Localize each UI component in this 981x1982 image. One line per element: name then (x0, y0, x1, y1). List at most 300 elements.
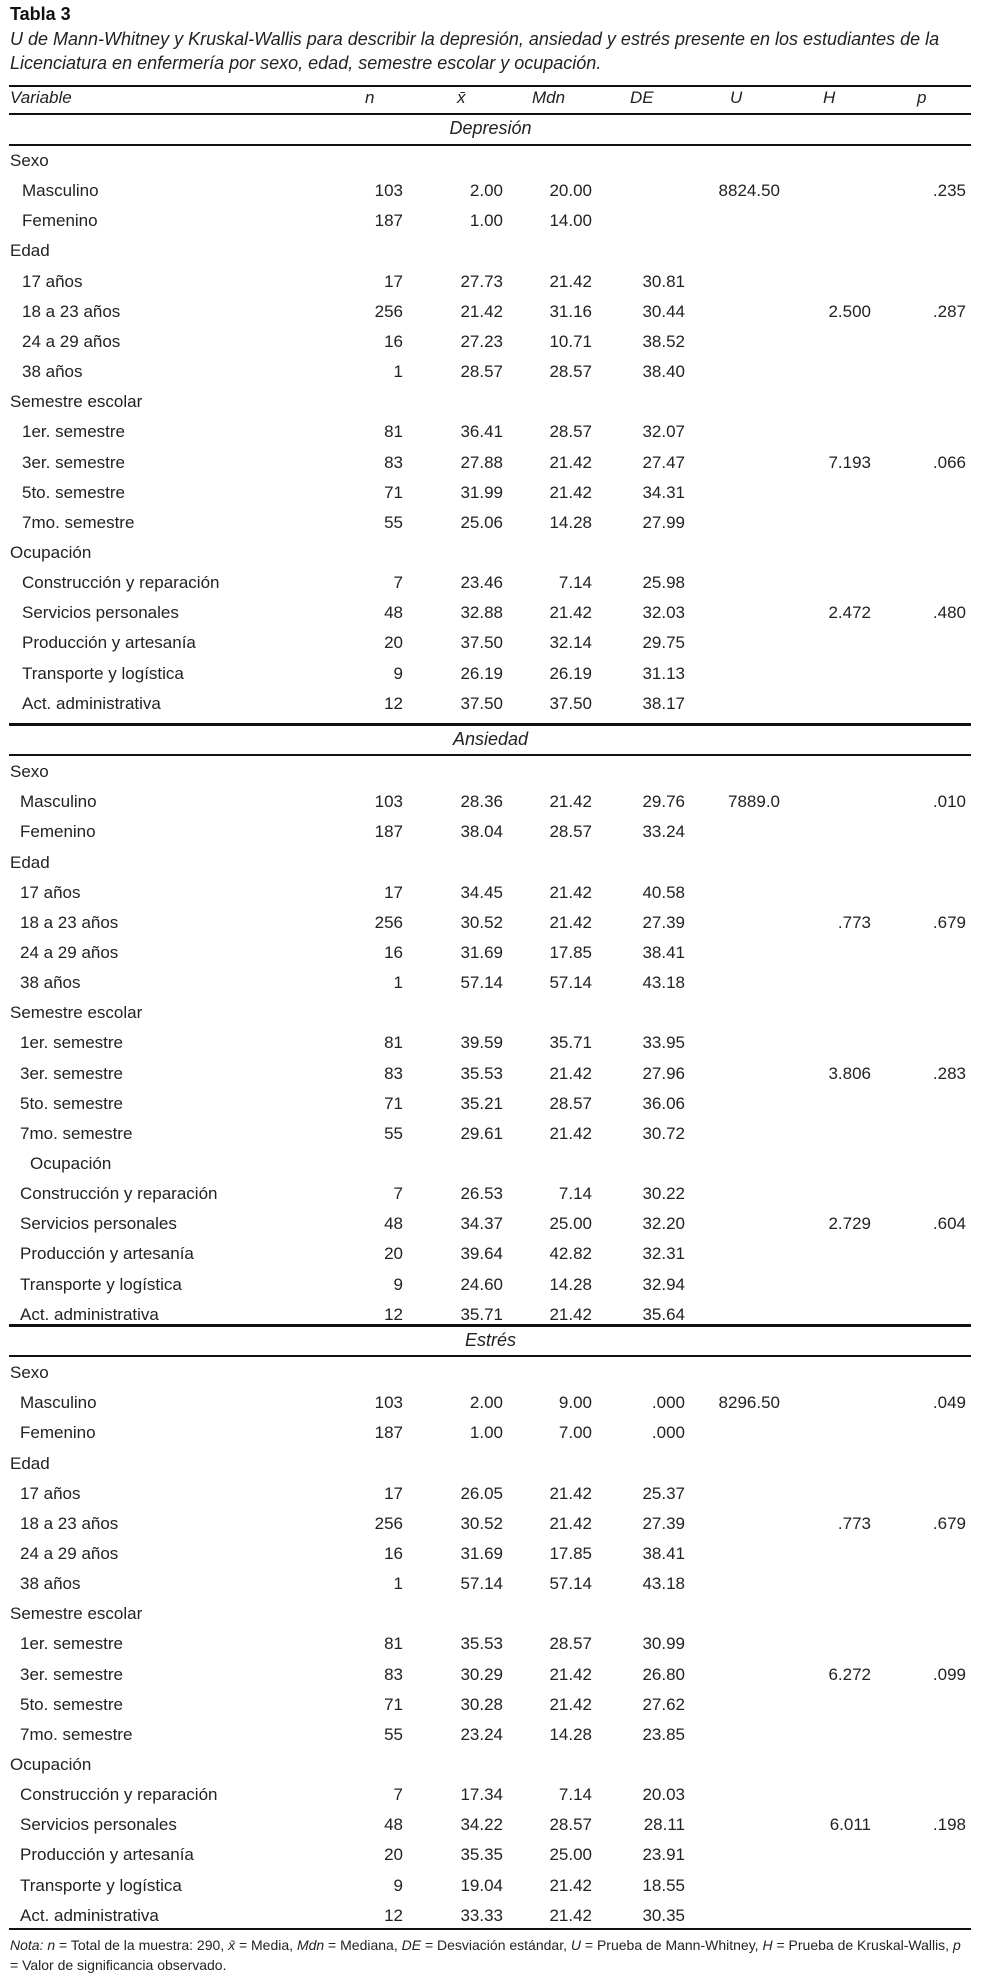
cell-mean: 1.00 (469, 1423, 503, 1443)
cell-mdn: 35.71 (549, 1033, 592, 1053)
cell-h: 2.472 (828, 603, 871, 623)
cell-mdn: 25.00 (549, 1214, 592, 1234)
cell-de: 30.22 (642, 1184, 685, 1204)
cell-variable: Producción y artesanía (22, 633, 196, 653)
cell-mdn: 21.42 (549, 1063, 592, 1083)
group-row (0, 1599, 981, 1629)
cell-mdn: 21.42 (549, 882, 592, 902)
cell-mean: 35.53 (460, 1634, 503, 1654)
cell-h: 2.729 (828, 1214, 871, 1234)
table-row (0, 689, 981, 719)
table-row (0, 1479, 981, 1509)
cell-u: 8824.50 (718, 181, 780, 201)
cell-p: .235 (932, 181, 966, 201)
cell-de: 23.85 (642, 1724, 685, 1744)
note-label: Nota: (10, 1937, 44, 1953)
cell-de: .000 (651, 1393, 685, 1413)
cell-mdn: 21.42 (549, 452, 592, 472)
cell-mean: 2.00 (469, 181, 503, 201)
cell-mean: 34.45 (460, 882, 503, 902)
cell-variable: 18 a 23 años (20, 912, 119, 932)
cell-mean: 35.21 (460, 1093, 503, 1113)
table-row (0, 1059, 981, 1089)
cell-h: .773 (837, 912, 871, 932)
cell-mean: 30.28 (460, 1694, 503, 1714)
cell-de: 36.06 (642, 1093, 685, 1113)
note-symbol: n (47, 1937, 56, 1953)
cell-variable: 24 a 29 años (20, 942, 119, 962)
cell-de: 26.80 (642, 1664, 685, 1684)
table-row (0, 1539, 981, 1569)
cell-mean: 33.33 (460, 1905, 503, 1925)
cell-n: 20 (384, 1845, 403, 1865)
cell-mdn: 10.71 (549, 331, 592, 351)
cell-de: 30.99 (642, 1634, 685, 1654)
cell-variable: Masculino (20, 1393, 97, 1413)
cell-mdn: 9.00 (558, 1393, 592, 1413)
cell-de: 30.72 (642, 1123, 685, 1143)
table-row (0, 968, 981, 998)
section-label: Ansiedad (452, 729, 529, 749)
cell-variable: Ocupación (30, 1154, 112, 1173)
cell-n: 9 (393, 1875, 403, 1895)
cell-mdn: 28.57 (549, 1093, 592, 1113)
cell-n: 103 (374, 792, 403, 812)
cell-variable: 1er. semestre (20, 1033, 123, 1053)
cell-mean: 28.36 (460, 792, 503, 812)
table-row (0, 1209, 981, 1239)
table-row (0, 267, 981, 297)
note-text: = Total de la muestra: 290, (55, 1937, 229, 1953)
table-row (0, 508, 981, 538)
table-row (0, 1179, 981, 1209)
table-row (0, 1901, 981, 1931)
cell-mdn: 7.14 (558, 1785, 592, 1805)
cell-de: 27.47 (642, 452, 685, 472)
cell-mean: 26.19 (460, 663, 503, 683)
cell-n: 12 (384, 693, 403, 713)
group-row (0, 848, 981, 878)
cell-h: 7.193 (828, 452, 871, 472)
cell-variable: 17 años (20, 1483, 81, 1503)
cell-n: 103 (374, 181, 403, 201)
cell-h: 3.806 (828, 1063, 871, 1083)
cell-mdn: 21.42 (549, 1304, 592, 1324)
cell-de: 27.96 (642, 1063, 685, 1083)
cell-mean: 26.53 (460, 1184, 503, 1204)
cell-de: .000 (651, 1423, 685, 1443)
table-row (0, 1270, 981, 1300)
cell-mdn: 28.57 (549, 362, 592, 381)
cell-n: 17 (384, 882, 403, 902)
cell-p: .679 (932, 912, 966, 932)
cell-mdn: 7.00 (558, 1423, 592, 1443)
group-row (0, 387, 981, 417)
cell-p: .283 (932, 1063, 966, 1083)
note-symbol: p (952, 1937, 961, 1953)
cell-mean: 2.00 (469, 1393, 503, 1413)
group-row (0, 146, 981, 176)
cell-n: 71 (384, 1694, 403, 1714)
cell-variable: 7mo. semestre (20, 1724, 133, 1744)
cell-de: 27.39 (642, 912, 685, 932)
cell-mean: 35.35 (460, 1845, 503, 1865)
cell-variable: Semestre escolar (10, 1604, 143, 1624)
cell-variable: 17 años (22, 271, 83, 291)
cell-variable: Sexo (10, 151, 49, 170)
cell-n: 7 (393, 1785, 403, 1805)
cell-p: .604 (932, 1214, 966, 1234)
cell-mean: 25.06 (460, 512, 503, 532)
cell-mean: 37.50 (460, 633, 503, 653)
cell-variable: Masculino (20, 792, 97, 812)
table-note (10, 1935, 970, 1975)
group-row (0, 538, 981, 568)
group-row (0, 236, 981, 266)
cell-de: 38.41 (642, 942, 685, 962)
cell-n: 48 (384, 1815, 403, 1835)
cell-de: 28.11 (643, 1815, 685, 1835)
cell-mean: 24.60 (460, 1274, 503, 1294)
cell-mdn: 21.42 (549, 1875, 592, 1895)
cell-variable: Femenino (20, 822, 96, 842)
cell-h: .773 (837, 1513, 871, 1533)
cell-variable: 18 a 23 años (22, 301, 121, 321)
table-row (0, 1028, 981, 1058)
table-row (0, 628, 981, 658)
cell-mdn: 21.42 (549, 792, 592, 812)
cell-h: 6.011 (829, 1815, 871, 1835)
cell-mean: 27.88 (460, 452, 503, 472)
cell-p: .287 (932, 301, 966, 321)
cell-n: 187 (374, 211, 403, 231)
cell-variable: 5to. semestre (20, 1694, 123, 1714)
note-symbol: U (570, 1937, 581, 1953)
table-row (0, 1569, 981, 1599)
cell-de: 27.99 (642, 512, 685, 532)
cell-mdn: 21.42 (549, 271, 592, 291)
table-row (0, 176, 981, 206)
cell-n: 16 (384, 942, 403, 962)
note-text: = Desviación estándar, (421, 1937, 571, 1953)
cell-n: 48 (384, 603, 403, 623)
cell-de: 32.03 (642, 603, 685, 623)
cell-de: 30.35 (642, 1905, 685, 1925)
note-symbol: x̄ (228, 1937, 236, 1953)
header-de: DE (630, 88, 654, 107)
group-row (0, 998, 981, 1028)
section-label-rule (9, 1355, 971, 1357)
cell-variable: Ocupación (10, 543, 92, 562)
cell-variable: Construcción y reparación (22, 573, 220, 593)
cell-mean: 34.37 (460, 1214, 503, 1234)
header-n: n (365, 88, 375, 107)
group-row (0, 1750, 981, 1780)
table-row (0, 1509, 981, 1539)
header-h: H (823, 88, 836, 107)
cell-mdn: 21.42 (549, 1513, 592, 1533)
cell-de: 38.41 (642, 1543, 685, 1563)
table-row (0, 1089, 981, 1119)
cell-n: 256 (374, 1513, 403, 1533)
cell-de: 29.76 (642, 792, 685, 812)
cell-mdn: 28.57 (549, 1815, 592, 1835)
table-row (0, 817, 981, 847)
cell-n: 12 (384, 1905, 403, 1925)
cell-variable: Masculino (22, 181, 99, 201)
cell-mdn: 42.82 (549, 1244, 592, 1264)
cell-de: 31.13 (642, 663, 685, 683)
cell-mean: 39.59 (460, 1033, 503, 1053)
cell-mdn: 28.57 (549, 422, 592, 442)
group-row (0, 1358, 981, 1388)
cell-mdn: 21.42 (549, 1664, 592, 1684)
cell-variable: 38 años (22, 362, 83, 381)
cell-p: .679 (932, 1513, 966, 1533)
cell-n: 103 (374, 1393, 403, 1413)
cell-de: 30.81 (642, 271, 685, 291)
cell-n: 12 (384, 1304, 403, 1324)
cell-variable: 5to. semestre (22, 482, 125, 502)
cell-n: 7 (393, 1184, 403, 1204)
cell-variable: 1er. semestre (20, 1634, 123, 1654)
cell-variable: 3er. semestre (20, 1664, 123, 1684)
note-text: = Media, (235, 1937, 297, 1953)
header-p: p (917, 88, 927, 107)
group-row (0, 1149, 981, 1179)
cell-n: 1 (393, 1574, 403, 1593)
cell-p: .480 (932, 603, 966, 623)
note-symbol: Mdn (296, 1937, 325, 1953)
bottom-rule (9, 1928, 971, 1930)
cell-de: 33.24 (642, 822, 685, 842)
cell-mdn: 21.42 (549, 1483, 592, 1503)
table-row (0, 938, 981, 968)
cell-mdn: 32.14 (549, 633, 592, 653)
header-mean: x̄ (457, 88, 466, 107)
cell-de: 35.64 (642, 1304, 685, 1324)
section-label-rule (9, 754, 971, 756)
cell-h: 6.272 (828, 1664, 871, 1684)
table-row (0, 1690, 981, 1720)
cell-h: 2.500 (828, 301, 871, 321)
cell-variable: Transporte y logística (20, 1875, 182, 1895)
cell-variable: Act. administrativa (20, 1905, 159, 1925)
cell-u: 7889.0 (728, 792, 780, 812)
cell-de: 23.91 (642, 1845, 685, 1865)
group-row (0, 757, 981, 787)
section-label: Estrés (464, 1330, 516, 1350)
cell-mean: 23.24 (460, 1724, 503, 1744)
group-row (0, 1449, 981, 1479)
table-row (0, 1871, 981, 1901)
cell-n: 20 (384, 633, 403, 653)
cell-n: 83 (384, 1063, 403, 1083)
cell-mean: 37.50 (460, 693, 503, 713)
cell-variable: Transporte y logística (22, 663, 184, 683)
table-row (0, 448, 981, 478)
cell-mean: 29.61 (460, 1123, 503, 1143)
cell-variable: Producción y artesanía (20, 1244, 194, 1264)
cell-mean: 1.00 (469, 211, 503, 231)
cell-n: 17 (384, 271, 403, 291)
cell-mdn: 21.42 (549, 1694, 592, 1714)
table-row (0, 297, 981, 327)
cell-variable: Sexo (10, 762, 49, 781)
cell-mean: 27.73 (460, 271, 503, 291)
cell-mdn: 37.50 (549, 693, 592, 713)
cell-mdn: 17.85 (549, 942, 592, 962)
cell-n: 1 (393, 362, 403, 381)
cell-mdn: 21.42 (549, 1905, 592, 1925)
cell-mdn: 14.28 (549, 1274, 592, 1294)
cell-mean: 26.05 (460, 1483, 503, 1503)
cell-mean: 30.52 (460, 1513, 503, 1533)
cell-mean: 23.46 (460, 573, 503, 593)
cell-variable: Femenino (22, 211, 98, 231)
cell-de: 30.44 (642, 301, 685, 321)
cell-p: .099 (932, 1664, 966, 1684)
cell-mean: 28.57 (460, 362, 503, 381)
cell-de: 27.62 (642, 1694, 685, 1714)
table-row (0, 417, 981, 447)
cell-mdn: 7.14 (558, 1184, 592, 1204)
cell-n: 7 (393, 573, 403, 593)
table-row (0, 1660, 981, 1690)
table-row (0, 1239, 981, 1269)
cell-variable: Construcción y reparación (20, 1184, 218, 1204)
cell-variable: Edad (10, 241, 50, 261)
table-row (0, 1629, 981, 1659)
table-row (0, 1119, 981, 1149)
cell-mean: 38.04 (460, 822, 503, 842)
cell-variable: 24 a 29 años (22, 331, 121, 351)
cell-mean: 17.34 (460, 1785, 503, 1805)
cell-mean: 21.42 (460, 301, 503, 321)
cell-n: 55 (384, 1724, 403, 1744)
cell-n: 187 (374, 1423, 403, 1443)
note-symbol: DE (401, 1937, 422, 1953)
table-row (0, 1388, 981, 1418)
cell-n: 81 (384, 422, 403, 442)
cell-mdn: 17.85 (549, 1543, 592, 1563)
cell-variable: 24 a 29 años (20, 1543, 119, 1563)
cell-variable: Transporte y logística (20, 1274, 182, 1294)
cell-n: 55 (384, 512, 403, 532)
cell-n: 9 (393, 663, 403, 683)
table-row (0, 206, 981, 236)
cell-variable: 38 años (20, 973, 81, 992)
cell-mean: 31.69 (460, 942, 503, 962)
cell-mdn: 20.00 (549, 181, 592, 201)
header-row (0, 83, 981, 113)
cell-mean: 57.14 (460, 1574, 503, 1593)
cell-variable: Semestre escolar (10, 1003, 143, 1023)
cell-n: 48 (384, 1214, 403, 1234)
cell-variable: 5to. semestre (20, 1093, 123, 1113)
cell-mdn: 14.28 (549, 1724, 592, 1744)
cell-u: 8296.50 (718, 1393, 780, 1413)
table-row (0, 357, 981, 387)
cell-de: 32.94 (642, 1274, 685, 1294)
cell-variable: 7mo. semestre (20, 1123, 133, 1143)
cell-variable: 3er. semestre (20, 1063, 123, 1083)
cell-de: 20.03 (642, 1785, 685, 1805)
cell-mdn: 7.14 (558, 573, 592, 593)
cell-mdn: 21.42 (549, 603, 592, 623)
cell-n: 83 (384, 452, 403, 472)
cell-de: 43.18 (642, 1574, 685, 1593)
cell-variable: Edad (10, 1453, 50, 1473)
cell-n: 71 (384, 1093, 403, 1113)
cell-mean: 31.69 (460, 1543, 503, 1563)
cell-mean: 36.41 (460, 422, 503, 442)
cell-mean: 35.71 (460, 1304, 503, 1324)
cell-mdn: 25.00 (549, 1845, 592, 1865)
cell-n: 17 (384, 1483, 403, 1503)
note-text: = Prueba de Mann-Whitney, (581, 1937, 763, 1953)
section-label: Depresión (449, 118, 532, 138)
header-mdn: Mdn (532, 88, 566, 107)
note-text: = Prueba de Kruskal-Wallis, (772, 1937, 953, 1953)
cell-mdn: 31.16 (549, 301, 592, 321)
cell-n: 81 (384, 1033, 403, 1053)
header-variable: Variable (10, 88, 72, 107)
table-row (0, 478, 981, 508)
cell-de: 29.75 (642, 633, 685, 653)
table-row (0, 1810, 981, 1840)
cell-variable: Act. administrativa (20, 1304, 159, 1324)
table-row (0, 1840, 981, 1870)
cell-variable: 18 a 23 años (20, 1513, 119, 1533)
header-u: U (730, 88, 743, 107)
cell-variable: 38 años (20, 1574, 81, 1593)
cell-variable: 1er. semestre (22, 422, 125, 442)
table-row (0, 787, 981, 817)
cell-de: 40.58 (642, 882, 685, 902)
cell-variable: Edad (10, 852, 50, 872)
cell-mean: 30.29 (460, 1664, 503, 1684)
cell-mdn: 28.57 (549, 1634, 592, 1654)
cell-mdn: 14.00 (549, 211, 592, 231)
table-title: Tabla 3 (10, 4, 71, 24)
cell-n: 16 (384, 1543, 403, 1563)
table-row (0, 878, 981, 908)
cell-mdn: 21.42 (549, 1123, 592, 1143)
cell-variable: 3er. semestre (22, 452, 125, 472)
cell-mean: 34.22 (460, 1815, 503, 1835)
cell-n: 83 (384, 1664, 403, 1684)
cell-n: 256 (374, 301, 403, 321)
cell-variable: 7mo. semestre (22, 512, 135, 532)
cell-p: .198 (932, 1815, 966, 1835)
cell-variable: Producción y artesanía (20, 1845, 194, 1865)
note-text: = Mediana, (324, 1937, 402, 1953)
cell-de: 25.37 (642, 1483, 685, 1503)
cell-mdn: 14.28 (549, 512, 592, 532)
cell-variable: Servicios personales (20, 1214, 177, 1234)
cell-variable: Ocupación (10, 1755, 92, 1774)
table-row (0, 327, 981, 357)
cell-variable: Construcción y reparación (20, 1785, 218, 1805)
cell-n: 71 (384, 482, 403, 502)
cell-p: .049 (932, 1393, 966, 1413)
cell-mdn: 28.57 (549, 822, 592, 842)
table-row (0, 1780, 981, 1810)
cell-n: 187 (374, 822, 403, 842)
cell-mean: 39.64 (460, 1244, 503, 1264)
cell-n: 20 (384, 1244, 403, 1264)
